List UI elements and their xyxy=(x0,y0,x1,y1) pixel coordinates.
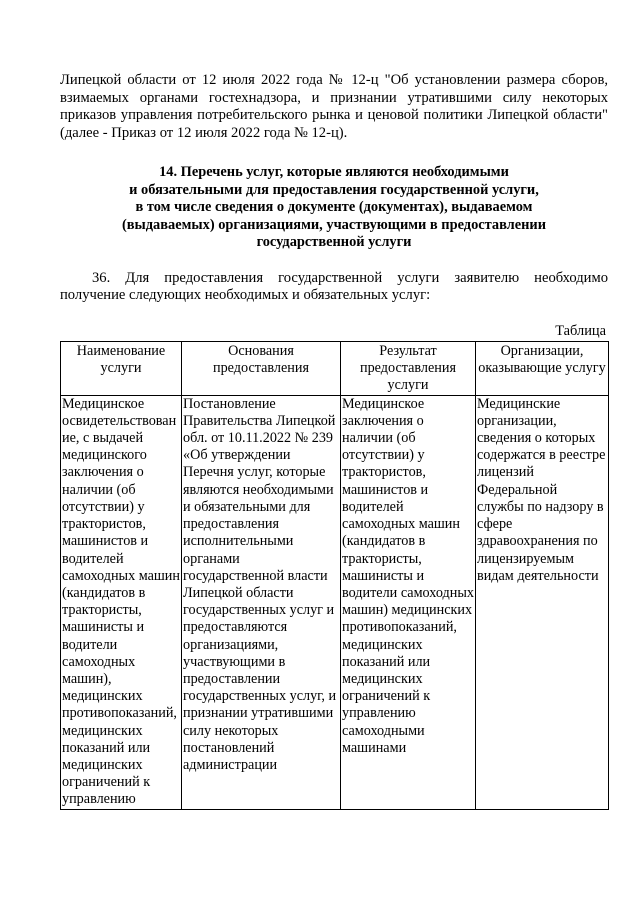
header-grounds: Основания предоставления xyxy=(182,342,341,396)
cell-grounds: Постановление Правительства Липецкой обл. от 10.11.2022 № 239 «Об утверждении Перечня услуг, которые являются необходимыми и обязательными для предоставления исполнительными органами государственной власти Липецкой области государственных услуг и предоставляются организациями, участвующими в предоставлении государственных услуг, и признании утратившими силу некоторых постановлений администрации xyxy=(182,395,341,809)
paragraph-36: 36. Для предоставления государственной услуги заявителю необходимо получение следующих необходимых и обязательных услуг: xyxy=(60,269,608,304)
header-service-name: Наименование услуги xyxy=(61,342,182,396)
table-row xyxy=(61,395,609,809)
section-heading-line: государственной услуги xyxy=(256,234,412,251)
section-heading-line: и обязательными для предоставления государственной услуги, xyxy=(129,181,539,198)
cell-result: Медицинское заключения о наличии (об отсутствии) у трактористов, машинистов и водителей самоходных машин (кандидатов в трактористы, машинисты и водители самоходных машин) медицинских противопоказаний, медицинских показаний или медицинских ограничений к управлению самоходными машинами xyxy=(341,395,476,809)
header-organizations: Организации, оказывающие услугу xyxy=(476,342,609,396)
intro-paragraph: Липецкой области от 12 июля 2022 года № 12-ц "Об установлении размера сборов, взимаемых органами гостехнадзора, и признании утратившими силу некоторых приказов управления потребительского рынка и ценовой политики Липецкой области" (далее - Приказ от 12 июля 2022 года № 12-ц). xyxy=(60,72,608,141)
section-heading-line: в том числе сведения о документе (документах), выдаваемом xyxy=(135,199,533,216)
table-caption: Таблица xyxy=(555,323,606,340)
header-result: Результат предоставления услуги xyxy=(341,342,476,396)
table-header-row xyxy=(61,342,609,396)
section-heading-line: 14. Перечень услуг, которые являются необходимыми xyxy=(159,164,509,181)
cell-organizations: Медицинские организации, сведения о которых содержатся в реестре лицензий Федеральной службы по надзору в сфере здравоохранения по лицензируемым видам деятельности xyxy=(476,395,609,809)
section-heading-line: (выдаваемых) организациями, участвующими в предоставлении xyxy=(121,216,547,233)
cell-service-name: Медицинское освидетельствование, с выдачей медицинского заключения о наличии (об отсутствии) у трактористов, машинистов и водителей самоходных машин (кандидатов в трактористы, машинисты и водители самоходных машин), медицинских противопоказаний, медицинских показаний или медицинских ограничений к управлению xyxy=(62,395,180,808)
document-page xyxy=(60,72,608,810)
services-table xyxy=(60,341,609,809)
section-heading xyxy=(60,164,608,252)
